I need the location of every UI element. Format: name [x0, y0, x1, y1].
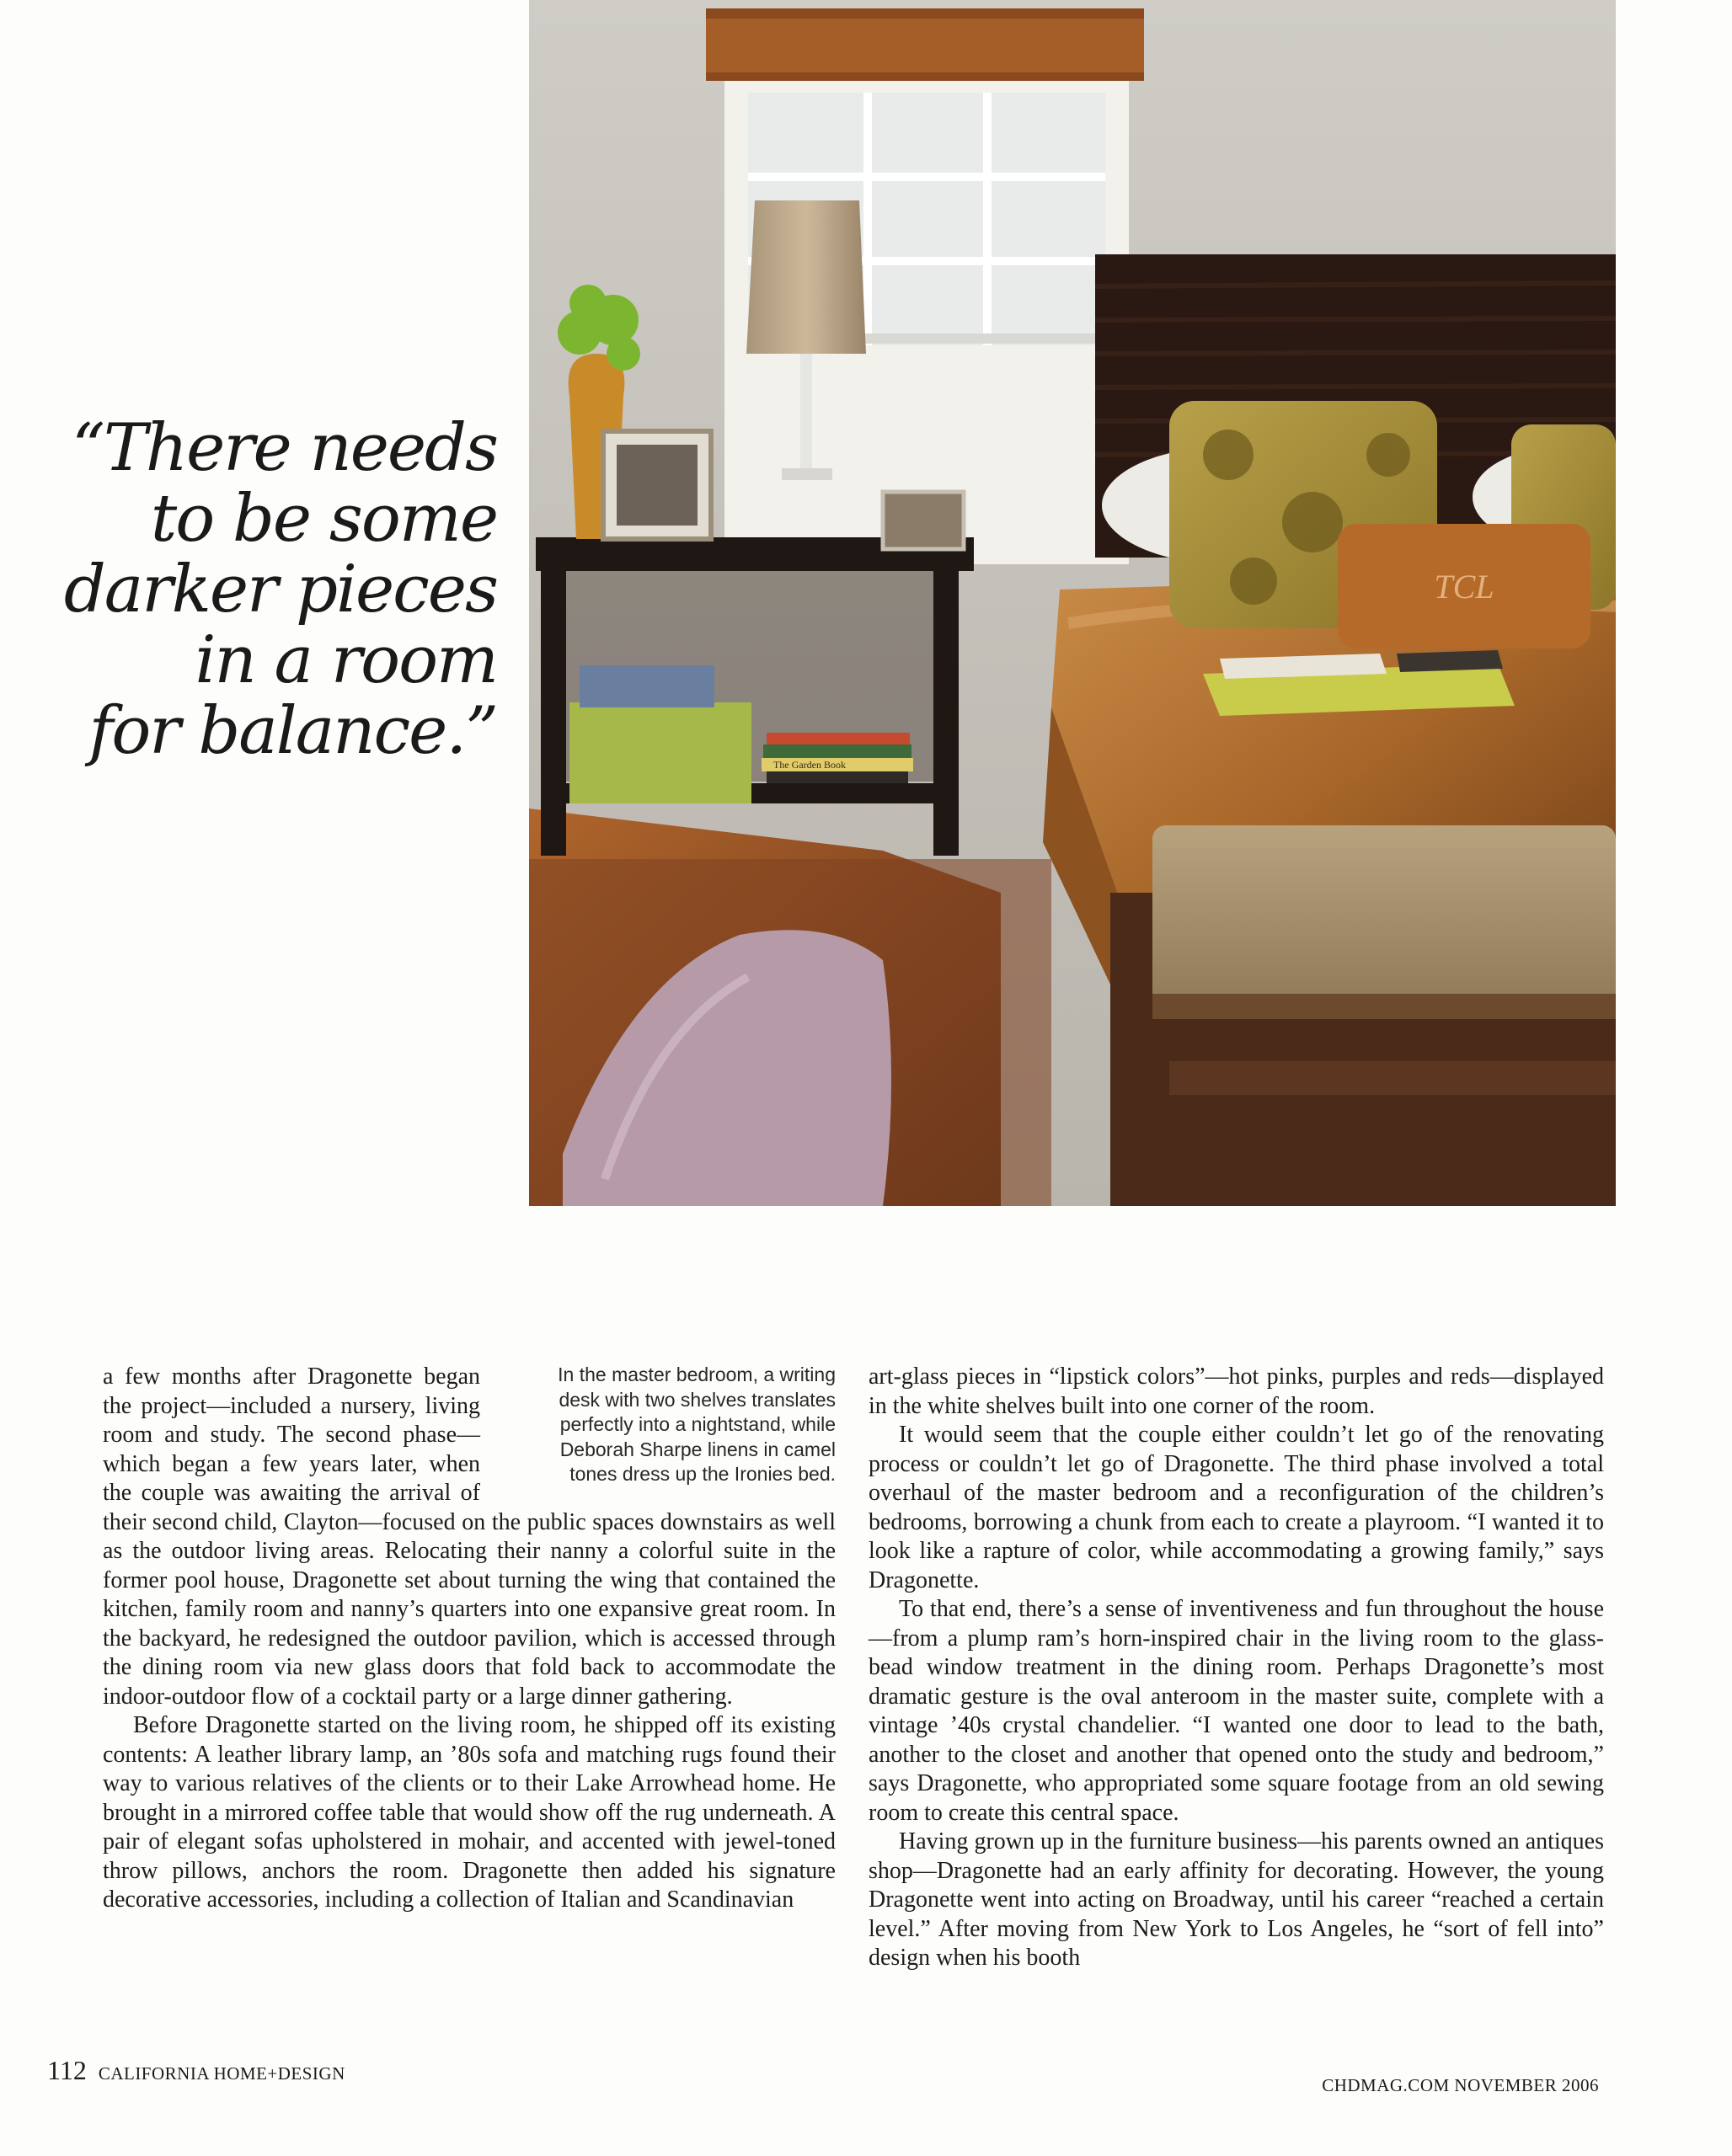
page-number: 112 — [47, 2055, 87, 2085]
pull-quote — [51, 410, 497, 769]
pull-quote-line: for balance.” — [88, 693, 497, 769]
article-column-right — [869, 1363, 1604, 1973]
pull-quote-line: “There needs — [71, 410, 497, 486]
caption-line: In the master bedroom, a writing — [558, 1364, 836, 1385]
photo-caption — [517, 1363, 836, 1487]
magazine-name: CALIFORNIA HOME+DESIGN — [98, 2063, 345, 2084]
page-folio — [47, 2055, 345, 2086]
pull-quote-line: to be some — [150, 481, 497, 557]
caption-line: tones dress up the Ironies bed. — [569, 1463, 836, 1485]
caption-line: perfectly into a nightstand, while — [559, 1413, 836, 1435]
article-paragraph: It would seem that the couple either couldn’t let go of the renovating process or couldn’t let go of Dragonette. The third phase involved a total overhaul of the master bedroom and a reconfiguration of the children’s bedrooms, borrowing a chunk from each to create a playroom. “I wanted it to look like a rapture of color, while accommodating a growing family,” says Dragonette. — [869, 1422, 1604, 1593]
book-spine-title: The Garden Book — [773, 759, 846, 771]
caption-line: desk with two shelves translates — [559, 1388, 836, 1411]
article-paragraph: art-glass pieces in “lipstick colors”—hot pinks, purples and reds—displayed in the white shelves built into one corner of the room. — [869, 1364, 1604, 1419]
bedroom-photo — [529, 0, 1616, 1206]
article-paragraph: a few months after Dragonette began the project—included a nursery, living room and study. The second phase—which began a few years later, when the couple was awaiting the arrival of their second child, Clayton—focused on the public spaces downstairs as well as the outdoor living areas. Relocating their nanny a colorful suite in the former pool house, Dragonette set about turning the wing that contained the kitchen, family room and nanny’s quarters into one expansive great room. In the backyard, he redesigned the outdoor pavilion, which is accessed through the dining room via new glass doors that fold back to accommodate the indoor-outdoor flow of a cocktail party or a large dinner gathering. — [103, 1364, 836, 1710]
article-paragraph: To that end, there’s a sense of inventiveness and fun throughout the house—from a plump ram’s horn-inspired chair in the living room to the glass-bead window treatment in the dining room. Perhaps Dragonette’s most dramatic gesture is the oval anteroom in the master suite, complete with a vintage ’40s crystal chandelier. “I wanted one door to lead to the bath, another to the closet and another that opened onto the study and bedroom,” says Dragonette, who appropriated some square footage from an old sewing room to create this central space. — [869, 1596, 1604, 1826]
pull-quote-line: in a room — [195, 622, 497, 698]
article-paragraph: Before Dragonette started on the living room, he shipped off its existing contents: A leather library lamp, an ’80s sofa and matching rugs found their way to various relatives of the clients or to their Lake Arrowhead home. He brought in a mirrored coffee table that would show off the rug underneath. A pair of elegant sofas upholstered in mohair, and accented with jewel-toned throw pillows, anchors the room. Dragonette then added his signature decorative accessories, including a collection of Italian and Scandinavian — [103, 1712, 836, 1913]
monogram-text: TCL — [1434, 568, 1494, 606]
article-column-left — [103, 1363, 836, 1915]
issue-line: CHDMAG.COM NOVEMBER 2006 — [1322, 2075, 1599, 2095]
pull-quote-line: darker pieces — [63, 552, 497, 627]
article-paragraph: Having grown up in the furniture business—his parents owned an antiques shop—Dragonette had an early affinity for decorating. However, the young Dragonette went into acting on Broadway, until his career “reached a certain level.” After moving from New York to Los Angeles, he “sort of fell into” design when his booth — [869, 1828, 1604, 1971]
caption-line: Deborah Sharpe linens in camel — [559, 1438, 836, 1460]
bedroom-photo-illustration — [529, 0, 1616, 1206]
